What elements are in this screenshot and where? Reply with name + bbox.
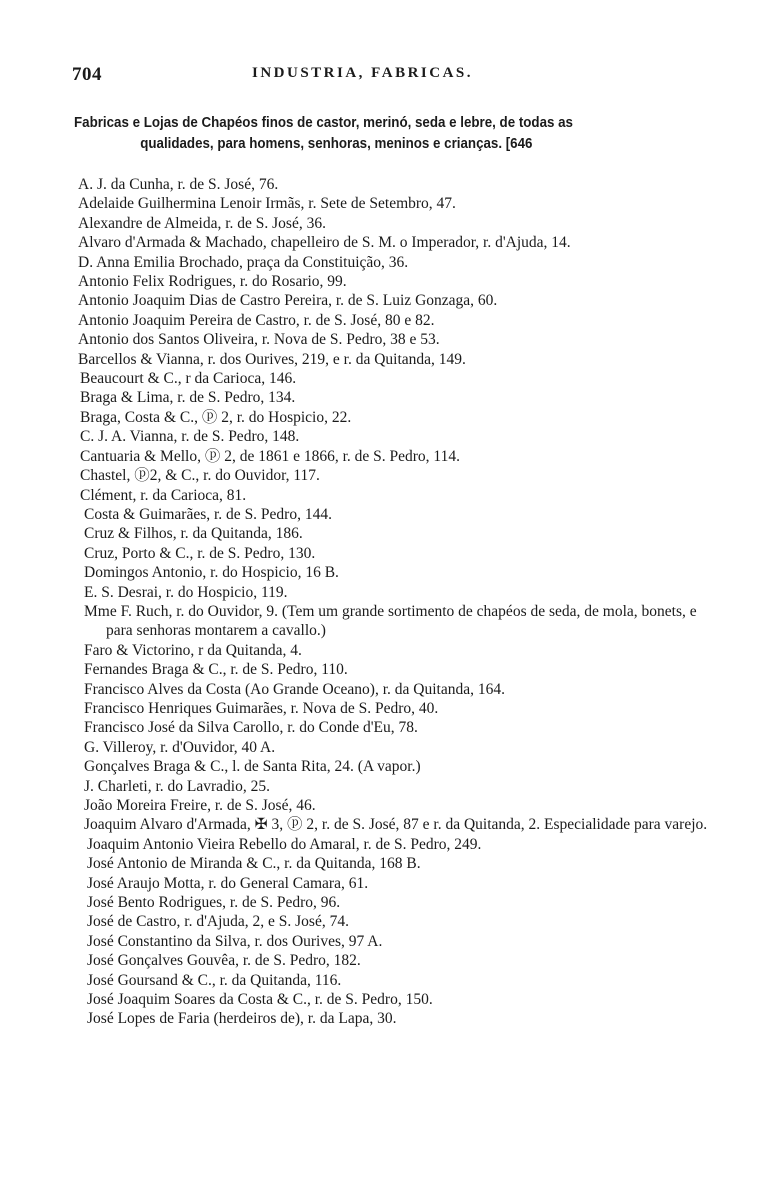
- directory-entry: Antonio Joaquim Dias de Castro Pereira, r. de S. Luiz Gonzaga, 60.: [78, 292, 498, 310]
- directory-entry: Francisco José da Silva Carollo, r. do Conde d'Eu, 78.: [84, 719, 418, 737]
- directory-entry: Cruz, Porto & C., r. de S. Pedro, 130.: [84, 544, 316, 562]
- directory-entry: José Joaquim Soares da Costa & C., r. de S. Pedro, 150.: [87, 991, 433, 1009]
- directory-entry: Cantuaria & Mello, ⓟ 2, de 1861 e 1866, r. de S. Pedro, 114.: [80, 447, 460, 465]
- directory-entry: Antonio Felix Rodrigues, r. do Rosario, 99.: [78, 273, 347, 291]
- section-heading-line-1: Fabricas e Lojas de Chapéos finos de castor, merinó, seda e lebre, de todas as: [74, 115, 573, 131]
- directory-entry: Barcellos & Vianna, r. dos Ourives, 219, e r. da Quitanda, 149.: [78, 350, 466, 368]
- directory-entry: A. J. da Cunha, r. de S. José, 76.: [78, 176, 279, 193]
- directory-entry: José Bento Rodrigues, r. de S. Pedro, 96.: [87, 894, 341, 912]
- directory-entry: Gonçalves Braga & C., l. de Santa Rita, 24. (A vapor.): [84, 758, 421, 776]
- directory-entry: Antonio dos Santos Oliveira, r. Nova de S. Pedro, 38 e 53.: [78, 331, 440, 349]
- directory-entry: Clément, r. da Carioca, 81.: [80, 486, 247, 504]
- directory-entry: Antonio Joaquim Pereira de Castro, r. de S. José, 80 e 82.: [78, 311, 435, 329]
- directory-entry: Mme F. Ruch, r. do Ouvidor, 9. (Tem um grande sortimento de chapéos de seda, de mola, bonets, e para senhoras montarem a cavallo.): [84, 602, 697, 640]
- directory-entry: Cruz & Filhos, r. da Quitanda, 186.: [84, 525, 303, 543]
- directory-entry: Beaucourt & C., r da Carioca, 146.: [80, 370, 297, 388]
- directory-entry: Alvaro d'Armada & Machado, chapelleiro de S. M. o Imperador, r. d'Ajuda, 14.: [78, 234, 571, 252]
- directory-entry: Braga & Lima, r. de S. Pedro, 134.: [80, 389, 296, 407]
- directory-entry: G. Villeroy, r. d'Ouvidor, 40 A.: [84, 738, 276, 756]
- directory-entry: J. Charleti, r. do Lavradio, 25.: [84, 777, 270, 795]
- directory-entry: João Moreira Freire, r. de S. José, 46.: [84, 797, 316, 814]
- directory-entry: Francisco Henriques Guimarães, r. Nova de S. Pedro, 40.: [84, 699, 439, 717]
- directory-entry: D. Anna Emilia Brochado, praça da Constituição, 36.: [78, 253, 409, 271]
- directory-entry: Domingos Antonio, r. do Hospicio, 16 B.: [84, 564, 339, 582]
- directory-entry: C. J. A. Vianna, r. de S. Pedro, 148.: [80, 428, 300, 446]
- directory-entry: Chastel, ⓟ2, & C., r. do Ouvidor, 117.: [80, 467, 320, 485]
- directory-entry: José Goursand & C., r. da Quitanda, 116.: [87, 971, 342, 989]
- directory-entry: Faro & Victorino, r da Quitanda, 4.: [84, 641, 302, 659]
- directory-entry: Francisco Alves da Costa (Ao Grande Oceano), r. da Quitanda, 164.: [84, 680, 505, 698]
- directory-entry: Joaquim Antonio Vieira Rebello do Amaral, r. de S. Pedro, 249.: [87, 835, 482, 853]
- directory-list: [78, 175, 718, 1029]
- directory-entry: José Araujo Motta, r. do General Camara, 61.: [87, 874, 369, 892]
- directory-entry: Braga, Costa & C., ⓟ 2, r. do Hospicio, 22.: [80, 408, 352, 426]
- directory-entry: José de Castro, r. d'Ajuda, 2, e S. José, 74.: [87, 913, 349, 931]
- directory-entry: Fernandes Braga & C., r. de S. Pedro, 110.: [84, 661, 348, 679]
- directory-entry: José Lopes de Faria (herdeiros de), r. da Lapa, 30.: [87, 1010, 397, 1028]
- directory-entry: José Constantino da Silva, r. dos Ourives, 97 A.: [87, 932, 383, 950]
- section-heading-line-2: qualidades, para homens, senhoras, meninos e crianças. [646: [140, 136, 533, 152]
- directory-entry: José Gonçalves Gouvêa, r. de S. Pedro, 182.: [87, 952, 361, 970]
- directory-entry: Costa & Guimarães, r. de S. Pedro, 144.: [84, 505, 332, 523]
- directory-entry: Joaquim Alvaro d'Armada, ✠ 3, ⓟ 2, r. de S. José, 87 e r. da Quitanda, 2. Especialidade para varejo.: [84, 816, 708, 834]
- page-number: 704: [72, 64, 102, 85]
- section-heading: [74, 113, 663, 155]
- directory-entry: José Antonio de Miranda & C., r. da Quitanda, 168 B.: [87, 855, 421, 873]
- directory-entry: Adelaide Guilhermina Lenoir Irmãs, r. Sete de Setembro, 47.: [78, 195, 456, 213]
- directory-entry: E. S. Desrai, r. do Hospicio, 119.: [84, 583, 288, 601]
- directory-entry: Alexandre de Almeida, r. de S. José, 36.: [78, 214, 326, 232]
- running-head: INDUSTRIA, FABRICAS.: [252, 65, 473, 81]
